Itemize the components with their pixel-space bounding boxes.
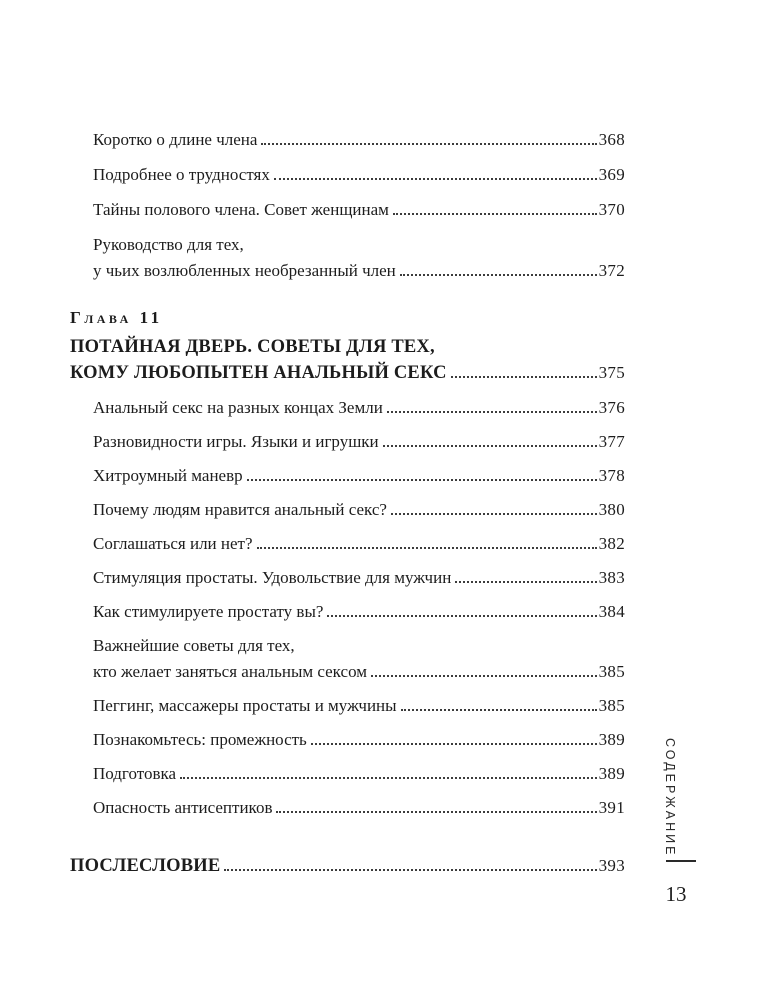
toc-page-number: 393 xyxy=(598,856,625,875)
toc-page-number: 385 xyxy=(598,662,625,681)
toc-page-number: 382 xyxy=(598,534,625,553)
chapter-kicker: Глава 11 xyxy=(70,308,163,327)
toc-entry-title: кто желает заняться анальным сексом xyxy=(93,662,368,681)
toc-page-number: 368 xyxy=(598,130,625,149)
page-number: 13 xyxy=(665,882,687,906)
dot-leader xyxy=(383,445,597,447)
toc-entry-title: Как стимулируете простату вы? xyxy=(93,602,324,621)
toc-page-number: 380 xyxy=(598,500,625,519)
dot-leader xyxy=(455,581,596,583)
dot-leader xyxy=(261,143,596,145)
dot-leader xyxy=(371,675,597,677)
toc-entry xyxy=(93,466,625,485)
sidebar-section-label: СОДЕРЖАНИЕ xyxy=(663,738,677,858)
toc-page-number: 389 xyxy=(598,764,625,783)
toc-entry-title: Почему людям нравится анальный секс? xyxy=(93,500,387,519)
toc-entry-title: Хитроумный маневр xyxy=(93,466,243,485)
afterword-entry xyxy=(70,853,625,879)
toc-entry-title: Коротко о длине члена xyxy=(93,130,258,149)
toc-page-number: 375 xyxy=(598,363,625,382)
toc-entry-title: Опасность антисептиков xyxy=(93,798,273,817)
toc-entry-title-line1: Важнейшие советы для тех, xyxy=(93,636,295,655)
dot-leader xyxy=(311,743,597,745)
toc-entry xyxy=(93,398,625,417)
sidebar-rule xyxy=(666,860,696,862)
toc-entry xyxy=(93,602,625,621)
dot-leader xyxy=(180,777,597,779)
toc-entry-title: Подготовка xyxy=(93,764,177,783)
dot-leader xyxy=(247,479,597,481)
dot-leader xyxy=(393,213,597,215)
toc-entry xyxy=(93,165,625,184)
toc-entry xyxy=(93,798,625,817)
toc-entry-title: Соглашаться или нет? xyxy=(93,534,253,553)
dot-leader xyxy=(401,709,597,711)
toc-page-number: 391 xyxy=(598,798,625,817)
dot-leader xyxy=(327,615,596,617)
toc-page-number: 378 xyxy=(598,466,625,485)
dot-leader xyxy=(224,869,596,871)
chapter-entry-list xyxy=(70,398,625,817)
chapter-heading xyxy=(70,308,625,386)
toc-page-number: 384 xyxy=(598,602,625,621)
toc-entry xyxy=(93,568,625,587)
dot-leader xyxy=(400,274,597,276)
toc-entry xyxy=(93,636,625,681)
toc-entry xyxy=(93,130,625,149)
toc-entry xyxy=(93,730,625,749)
toc-entry-title: Стимуляция простаты. Удовольствие для мужчин xyxy=(93,568,452,587)
toc-entry xyxy=(93,534,625,553)
toc-entry xyxy=(93,764,625,783)
toc-entry-title: у чьих возлюбленных необрезанный член xyxy=(93,261,396,280)
toc-page-number: 372 xyxy=(598,261,625,280)
toc-entry-title: Разновидности игры. Языки и игрушки xyxy=(93,432,379,451)
chapter-title-line1: ПОТАЙНАЯ ДВЕРЬ. СОВЕТЫ ДЛЯ ТЕХ, xyxy=(70,337,435,357)
toc-entry-title: Тайны полового члена. Совет женщинам xyxy=(93,200,389,219)
toc-entry xyxy=(93,200,625,219)
dot-leader xyxy=(451,376,597,378)
dot-leader xyxy=(274,178,597,180)
toc-entry xyxy=(93,432,625,451)
toc-entry-title-line1: Руководство для тех, xyxy=(93,235,244,254)
dot-leader xyxy=(387,411,597,413)
chapter-title-line2: КОМУ ЛЮБОПЫТЕН АНАЛЬНЫЙ СЕКС xyxy=(70,363,447,383)
dot-leader xyxy=(257,547,597,549)
toc-entry-title: Пеггинг, массажеры простаты и мужчины xyxy=(93,696,397,715)
toc-page-number: 389 xyxy=(598,730,625,749)
toc-entry xyxy=(93,500,625,519)
toc-page-number: 377 xyxy=(598,432,625,451)
toc-page-number: 385 xyxy=(598,696,625,715)
toc-entry-title: Познакомьтесь: промежность xyxy=(93,730,307,749)
toc-page-number: 376 xyxy=(598,398,625,417)
toc-page-number: 370 xyxy=(598,200,625,219)
toc-entry-title: Анальный секс на разных концах Земли xyxy=(93,398,383,417)
toc-entry-title: Подробнее о трудностях xyxy=(93,165,270,184)
dot-leader xyxy=(276,811,596,813)
toc-content xyxy=(70,130,625,879)
toc-entry xyxy=(93,696,625,715)
dot-leader xyxy=(391,513,597,515)
afterword-title: ПОСЛЕСЛОВИЕ xyxy=(70,856,221,876)
toc-entry xyxy=(93,235,625,280)
toc-page-number: 383 xyxy=(598,568,625,587)
toc-page-number: 369 xyxy=(598,165,625,184)
